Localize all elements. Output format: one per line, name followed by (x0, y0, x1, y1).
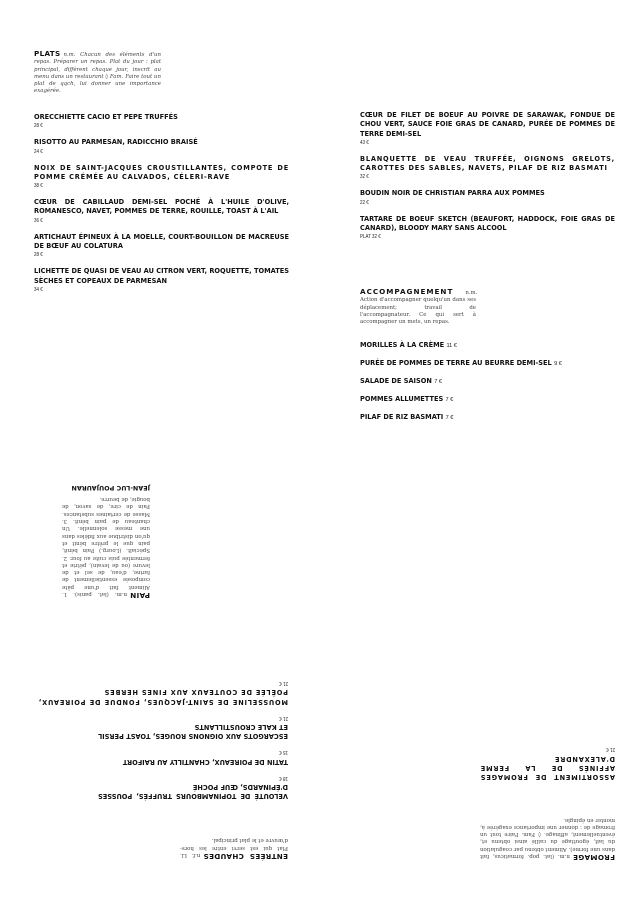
pain-supplier: JEAN-LUC POUJAURAN (71, 484, 150, 492)
item-price: 21 € (279, 680, 288, 687)
side-item (360, 391, 620, 409)
menu-item (34, 233, 289, 260)
plats-left-list (34, 113, 289, 302)
accompagnement-definition (360, 288, 476, 326)
menu-item (34, 267, 289, 294)
menu-item (34, 113, 289, 130)
item-price: PLAT 32 € (360, 234, 381, 241)
menu-item (360, 155, 615, 182)
item-price: 32 € (360, 174, 369, 181)
item-name: NOIX DE SAINT-JACQUES CROUSTILLANTES, COMPOTE DE POMME CRÉMÉE AU CALVADOS, CÉLERI-RAVE (34, 163, 289, 181)
entrees-term: ENTRÉES CHAUDES (203, 852, 288, 861)
plats-right-list (360, 111, 615, 249)
menu-item (38, 714, 288, 741)
accompagnement-definition-text: n.m. Action d'accompagner quelqu'un dans ses déplacement; travail de l'accompagnateur. Ce qui sert à accompagner un mets, un repas. (360, 290, 478, 326)
item-price: 38 € (34, 183, 43, 190)
item-price: 21 € (606, 746, 615, 753)
side-name: PILAF DE RIZ BASMATI (360, 413, 444, 421)
item-name: ESCARGOTS AUX OIGNONS ROUGES, TOAST PERSIL ET KALE CROUSTILLANTS (98, 722, 288, 741)
plats-definition (34, 50, 161, 96)
item-name: RISOTTO AU PARMESAN, RADICCHIO BRAISÉ (34, 138, 198, 147)
item-name: CŒUR DE FILET DE BOEUF AU POIVRE DE SARAWAK, FONDUE DE CHOU VERT, SAUCE FOIE GRAS DE CANARD, PURÉE DE POMMES DE TERRE DEMI-SEL (360, 111, 615, 138)
menu-item (360, 215, 615, 242)
accompagnement-term: ACCOMPAGNEMENT (360, 287, 454, 296)
menu-item (38, 748, 288, 765)
item-name: VELOUTÉ DE TOPINAMBOURS TRUFFÉS, POUSSES D'ÉPINARDS, ŒUF POCHÉ (98, 782, 288, 801)
item-price: 34 € (34, 286, 43, 293)
side-price: 9 € (554, 361, 562, 367)
entrees-definition (180, 836, 288, 860)
menu-item (34, 138, 289, 155)
item-name: CŒUR DE CABILLAUD DEMI-SEL POCHÉ À L'HUILE D'OLIVE, ROMANESCO, NAVET, POMMES DE TERRE, ROUILLE, TOAST À L'AIL (34, 198, 289, 216)
accompagnement-list (360, 337, 620, 427)
side-price: 7 € (445, 415, 454, 421)
pain-block (62, 484, 150, 599)
fromage-definition (480, 815, 615, 861)
side-item (360, 373, 620, 391)
pain-definition-text: n.m. (lat. panis). 1. Aliment fait d'une pâte composée essentiellement de farine, d'eau, de sel et de levure (ou de levain), pétrie et fermentée puis cuite au four. 2. Spécialt. (Lourg.) Pain bénit, pain que le prêtre bénit et qu'on distribue aux fidèles dans une messe solennelle. Un chanteau de pain bénit. 3. Masse de certaines substances. Pain de cire, de savon, de bougie, de beurre. (62, 496, 150, 598)
pain-term: PAIN (129, 591, 150, 601)
item-price: 22 € (360, 199, 369, 206)
side-name: SALADE DE SAISON (360, 377, 432, 385)
item-name: BLANQUETTE DE VEAU TRUFFÉE, OIGNONS GRELOTS, CAROTTES DES SABLES, NAVETS, PILAF DE RIZ BASMATI (360, 154, 615, 173)
fromage-definition-text: n.m. (lat. pop. formaticus, fait dans une forme). Aliment obtenu par coagulation du lait, égouttage du caillé ainsi obtenu et, éventuellement, affinage. ◊ Fam. Faire tout un fromage de : donner une importance exagérée à, monter en épingle. (480, 816, 615, 859)
side-price: 11 € (446, 343, 457, 349)
item-price: 43 € (360, 139, 369, 146)
side-name: MORILLES À LA CRÈME (360, 341, 445, 349)
menu-item (34, 198, 289, 225)
item-name: LICHETTE DE QUASI DE VEAU AU CITRON VERT, ROQUETTE, TOMATES SÈCHES ET COPEAUX DE PARMESAN (34, 267, 289, 285)
side-item (360, 409, 620, 427)
menu-item (480, 745, 615, 781)
pain-definition (62, 495, 150, 599)
item-price: 15 € (279, 749, 288, 756)
fromage-block (480, 745, 615, 861)
item-price: 18 € (279, 774, 288, 781)
item-price: 21 € (279, 714, 288, 721)
plats-definition-text: n.m. Chacun des éléments d'un repas. Préparer un repas. Plat du jour : plat principal, différent chaque jour, inscrit au menu dans un restaurant ◊ Fam. Faire tout un plat de qqch, lui donner une importance exagérée. (34, 52, 161, 95)
menu-item (38, 774, 288, 801)
menu-item (38, 679, 288, 706)
entrees-definition-text: n.f. Ll. Plat qui est servi entre les hors-d'œuvre et le plat principal. (180, 837, 288, 858)
side-item (360, 337, 620, 355)
item-price: 24 € (34, 148, 43, 155)
item-name: ARTICHAUT ÉPINEUX À LA MOELLE, COURT-BOUILLON DE MACREUSE DE BŒUF AU COLATURA (34, 232, 289, 251)
item-price: 36 € (34, 217, 43, 224)
menu-item (34, 164, 289, 191)
side-name: POMMES ALLUMETTES (360, 395, 444, 403)
menu-item (360, 189, 615, 206)
item-name: ORECCHIETTE CACIO ET PEPE TRUFFÉS (34, 113, 178, 121)
menu-item (360, 111, 615, 147)
item-price: 28 € (34, 252, 43, 259)
side-price: 7 € (445, 397, 454, 403)
item-name: BOUDIN NOIR DE CHRISTIAN PARRA AUX POMMES (360, 189, 545, 198)
item-name: MOUSSELINE DE SAINT-JACQUES, FONDUE DE POIREAUX, POÊLÉE DE COUTEAUX AUX FINES HERBES (38, 688, 288, 706)
item-price: 28 € (34, 123, 43, 130)
side-name: PURÉE DE POMMES DE TERRE AU BEURRE DEMI-SEL (360, 359, 552, 367)
entrees-block (38, 668, 288, 860)
plats-term: PLATS (34, 49, 61, 58)
item-name: TARTARE DE BOEUF SKETCH (BEAUFORT, HADDOCK, FOIE GRAS DE CANARD), BLOODY MARY SANS ALCOOL (360, 214, 615, 233)
item-name: ASSORTIMENT DE FROMAGES AFFINÉS DE LA FERME D'ALEXANDRE (480, 754, 615, 782)
side-price: 7 € (434, 379, 442, 385)
fromage-term: FROMAGE (572, 853, 615, 862)
item-name: TATIN DE POIREAUX, CHANTILLY AU RAIFORT (122, 757, 288, 766)
side-item (360, 355, 620, 373)
